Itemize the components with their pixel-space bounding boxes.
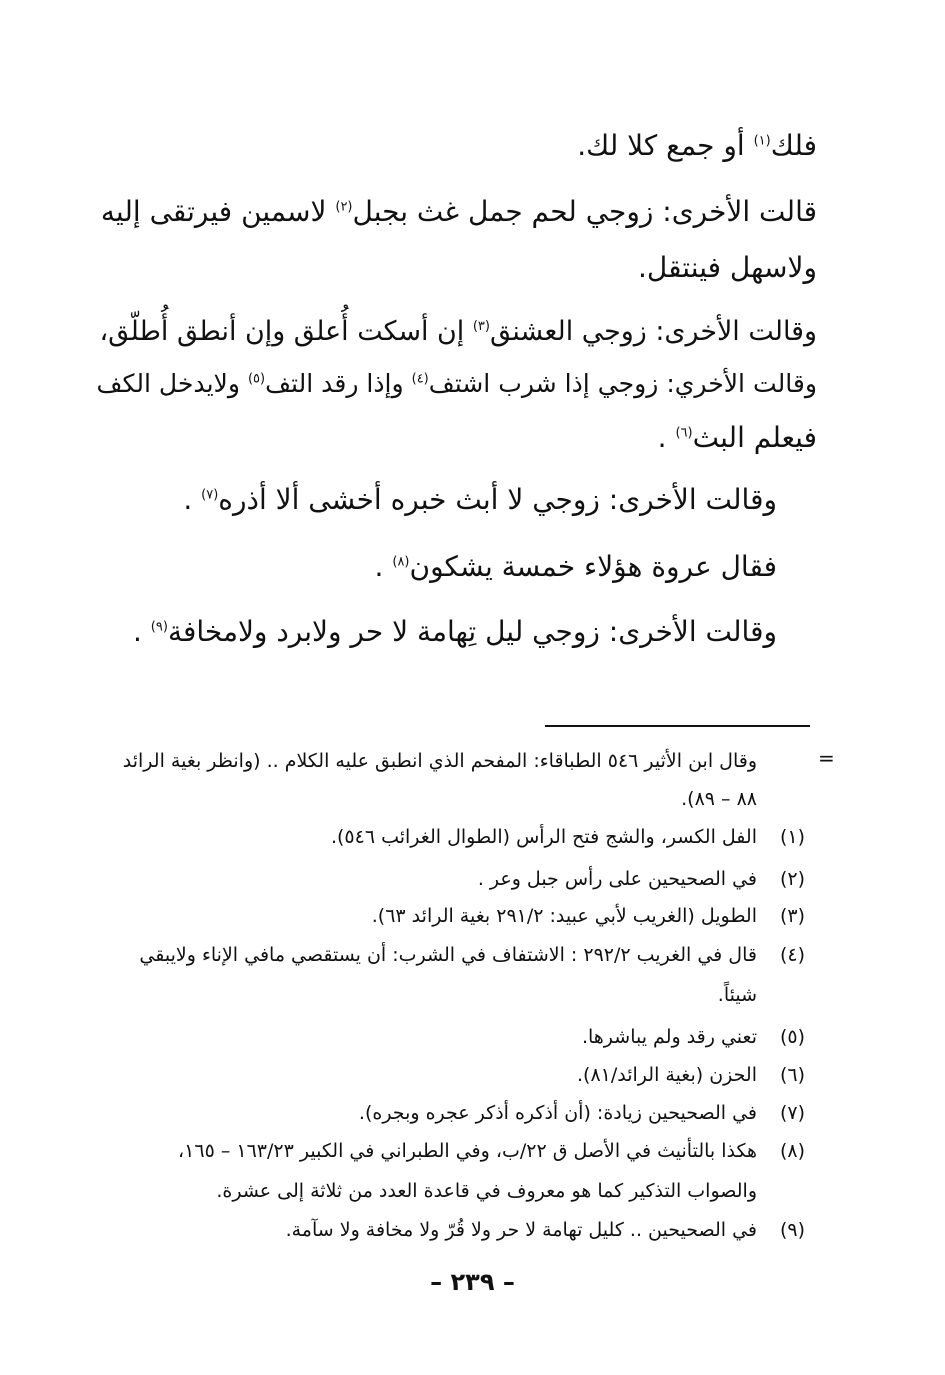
continuation-mark: = xyxy=(818,746,835,770)
main-text: . xyxy=(183,483,202,516)
main-text: فقال عروة هؤلاء خمسة يشكون xyxy=(409,550,777,583)
main-line-2 xyxy=(101,192,817,232)
footnote-text: الفل الكسر، والشج فتح الرأس (الطوال الغرائب ٥٤٦). xyxy=(330,826,757,848)
footnote-number: (٣) xyxy=(779,905,805,927)
footnote-text: قال في الغريب ٢٩٢/٢ : الاشتفاف في الشرب: أن يستقصي مافي الإناء ولايبقي xyxy=(139,944,757,966)
main-line-7 xyxy=(183,480,777,520)
footnote-text: الحزن (بغية الرائد/٨١). xyxy=(576,1064,757,1086)
page-number: – ٢٣٩ – xyxy=(430,1268,515,1296)
footnote-ref: (٨) xyxy=(392,554,410,570)
footnote-ref: (٢) xyxy=(335,199,353,215)
footnote-number: (٩) xyxy=(779,1219,805,1241)
footnote-text: والصواب التذكير كما هو معروف في قاعدة العدد من ثلاثة إلى عشرة. xyxy=(216,1180,757,1202)
main-text: وقالت الأخري: زوجي إذا شرب اشتف xyxy=(428,369,817,398)
footnote-text: تعني رقد ولم يباشرها. xyxy=(581,1026,757,1048)
footnote-text: في الصحيحين .. كليل تهامة لا حر ولا قُرّ ولا مخافة ولا سآمة. xyxy=(285,1219,757,1241)
footnote-9 xyxy=(286,1215,805,1245)
main-text: لاسمين فيرتقى إليه xyxy=(100,195,336,228)
main-text: فلك xyxy=(770,129,817,162)
footnote-text: شيئاً. xyxy=(717,984,757,1006)
main-text: . xyxy=(132,615,151,648)
footnote-separator xyxy=(545,725,810,727)
footnote-ref: (٩) xyxy=(150,619,168,635)
footnote-text: في الصحيحين زيادة: (أن أذكره أذكر عجره وبجره). xyxy=(358,1102,757,1124)
main-text: ولايدخل الكف xyxy=(96,369,248,398)
footnote-number: (٥) xyxy=(779,1026,805,1048)
footnote-text: ٨٨ – ٨٩). xyxy=(681,788,757,810)
footnote-number: (٧) xyxy=(779,1102,805,1124)
footnote-8 xyxy=(178,1136,805,1166)
footnote-ref: (١) xyxy=(753,133,771,149)
main-line-1 xyxy=(577,126,817,166)
main-line-3 xyxy=(638,248,817,288)
footnote-2 xyxy=(478,864,805,894)
main-text: وإذا رقد التف xyxy=(265,369,412,398)
footnote-continuation-line-2 xyxy=(681,784,757,814)
footnote-ref: (٣) xyxy=(472,319,490,335)
main-text: قالت الأخرى: زوجي لحم جمل غث بجبل xyxy=(352,195,817,228)
footnote-4-continued xyxy=(718,980,757,1010)
main-line-8 xyxy=(375,547,777,587)
main-line-9 xyxy=(133,612,777,652)
main-line-5 xyxy=(97,364,817,404)
footnote-6 xyxy=(577,1060,805,1090)
footnote-3 xyxy=(372,901,805,931)
footnote-ref: (٥) xyxy=(247,371,266,387)
footnote-7 xyxy=(359,1098,805,1128)
footnote-8-continued xyxy=(216,1176,757,1206)
footnote-number: (٤) xyxy=(779,944,805,966)
main-line-6 xyxy=(658,418,817,458)
main-text: وقالت الأخرى: زوجي لا أبث خبره أخشى ألا أذره xyxy=(218,483,777,516)
footnote-text: في الصحيحين على رأس جبل وعر . xyxy=(477,868,757,890)
footnote-5 xyxy=(582,1022,805,1052)
main-text: وقالت الأخرى: زوجي ليل تِهامة لا حر ولابرد ولامخافة xyxy=(167,615,777,648)
main-line-4 xyxy=(99,312,817,352)
footnote-text: الطويل (الغريب لأبي عبيد: ٢٩١/٢ بغية الرائد ٦٣). xyxy=(371,905,757,927)
main-text: أو جمع كلا لك. xyxy=(577,129,754,162)
main-text: ولاسهل فينتقل. xyxy=(638,251,817,284)
footnote-text: هكذا بالتأنيث في الأصل ق ٢٢/ب، وفي الطبراني في الكبير ١٦٣/٢٣ – ١٦٥، xyxy=(178,1140,757,1162)
main-text: فيعلم البث xyxy=(692,421,817,454)
footnote-continuation-line-1 xyxy=(123,746,757,776)
main-text: . xyxy=(374,550,393,583)
footnote-ref: (٦) xyxy=(675,425,693,441)
main-text: إن أسكت أُعلق وإن أنطق أُطلّق، xyxy=(99,316,473,347)
footnote-1 xyxy=(331,822,805,852)
footnote-ref: (٧) xyxy=(201,487,219,503)
footnote-number: (١) xyxy=(779,826,805,848)
footnote-text: وقال ابن الأثير ٥٤٦ الطباقاء: المفحم الذي انطبق عليه الكلام .. (وانظر بغية الرائد xyxy=(122,750,757,772)
main-text: . xyxy=(657,421,676,454)
footnote-4 xyxy=(139,940,805,970)
footnote-number: (٨) xyxy=(779,1140,805,1162)
main-text: وقالت الأخرى: زوجي العشنق xyxy=(489,316,817,347)
footnote-ref: (٤) xyxy=(411,371,429,387)
footnote-number: (٢) xyxy=(779,868,805,890)
footnote-number: (٦) xyxy=(779,1064,805,1086)
